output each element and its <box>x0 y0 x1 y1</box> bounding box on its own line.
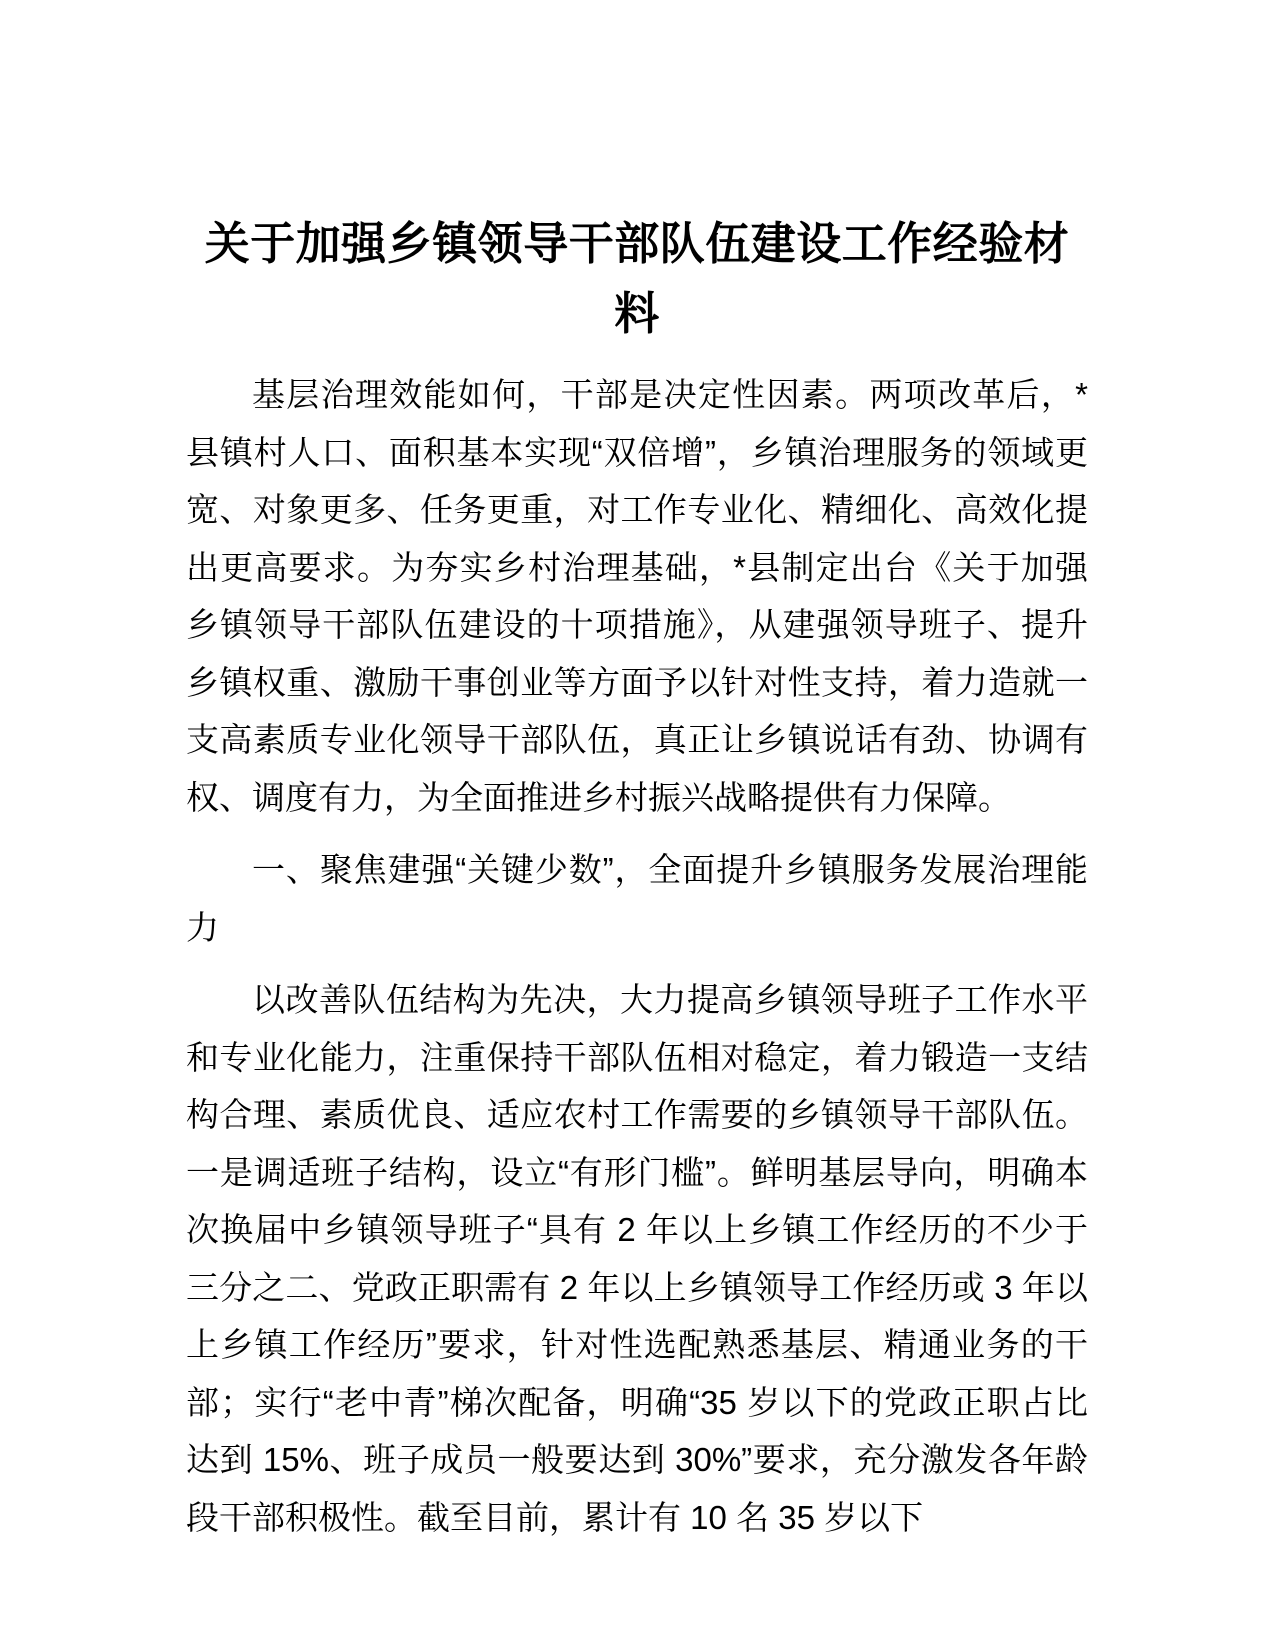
section-heading-1: 一、聚焦建强“关键少数”，全面提升乡镇服务发展治理能力 <box>186 851 1088 946</box>
paragraph-section-1-body: 以改善队伍结构为先决，大力提高乡镇领导班子工作水平和专业化能力，注重保持干部队伍相对稳定，着力锻造一支结构合理、素质优良、适应农村工作需要的乡镇领导干部队伍。一是调适班子结构，设立“有形门槛”。鲜明基层导向，明确本次换届中乡镇领导班子“具有 2 年以上乡镇工作经历的不少于三分之二、党政正职需有 2 年以上乡镇领导工作经历或 3 年以上乡镇工作经历”要求，针对性选配熟悉基层、精通业务的干部；实行“老中青”梯次配备，明确“35 岁以下的党政正职占比达到 15%、班子成员一般要达到 30%”要求，充分激发各年龄段干部积极性。截至目前，累计有 10 名 35 岁以下 <box>186 981 1088 1536</box>
paragraph-intro: 基层治理效能如何，干部是决定性因素。两项改革后，*县镇村人口、面积基本实现“双倍增”，乡镇治理服务的领域更宽、对象更多、任务更重，对工作专业化、精细化、高效化提出更高要求。为夯实乡村治理基础，*县制定出台《关于加强乡镇领导干部队伍建设的十项措施》，从建强领导班子、提升乡镇权重、激励干事创业等方面予以针对性支持，着力造就一支高素质专业化领导干部队伍，真正让乡镇说话有劲、协调有权、调度有力，为全面推进乡村振兴战略提供有力保障。 <box>186 376 1088 816</box>
document-title: 关于加强乡镇领导干部队伍建设工作经验材料 <box>204 218 1070 339</box>
